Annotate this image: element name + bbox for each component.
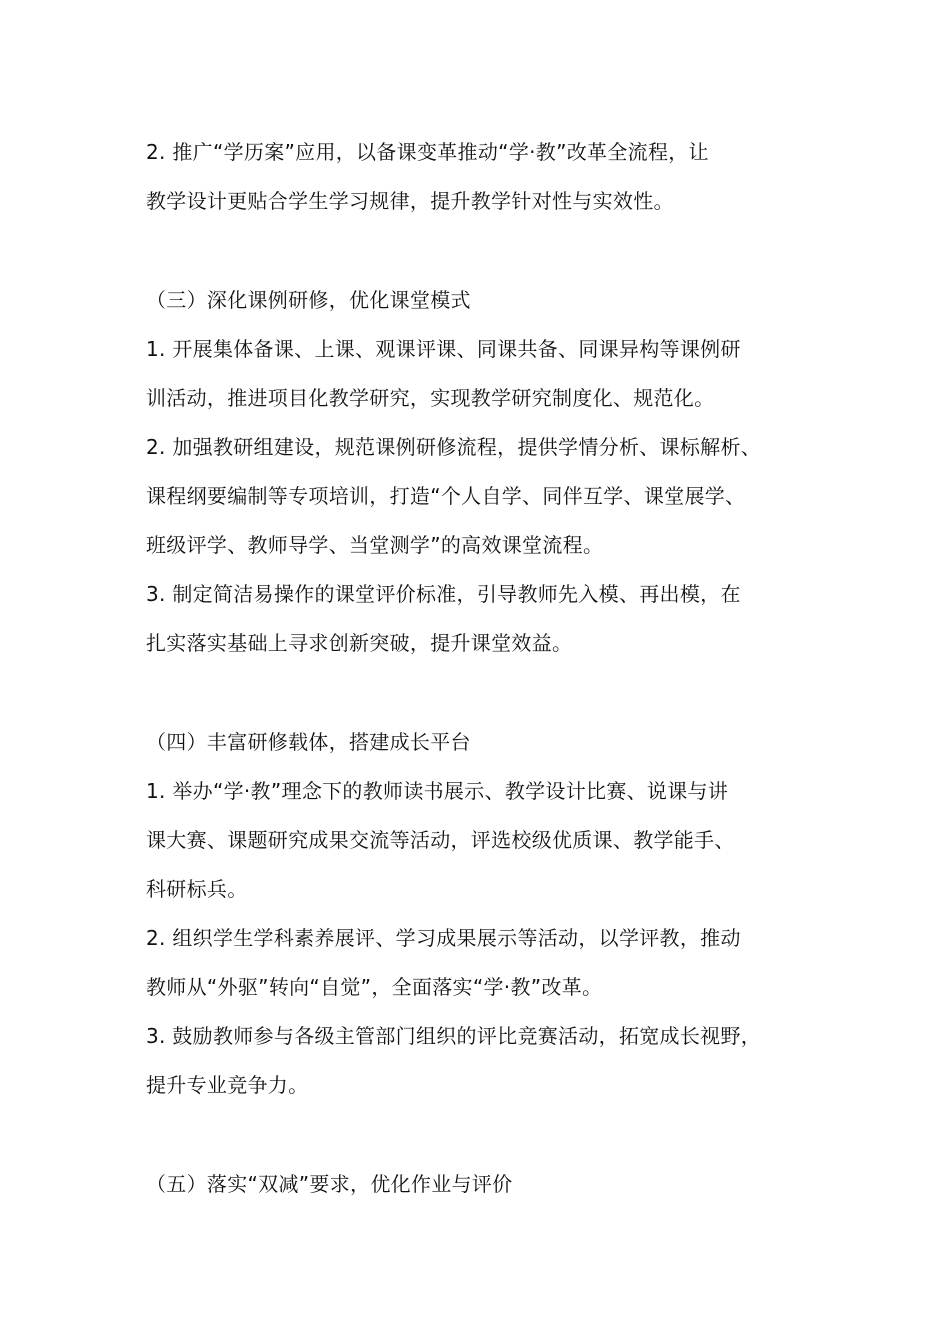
list-item [146, 767, 836, 914]
section-spacer [146, 668, 836, 718]
paragraph-line: 2. 加强教研组建设，规范课例研修流程，提供学情分析、课标解析、 [146, 435, 762, 459]
list-item [146, 914, 836, 1012]
list-item [146, 128, 836, 226]
section-heading: （五）落实“双减”要求，优化作业与评价 [146, 1172, 513, 1196]
paragraph-line: 2. 推广“学历案”应用，以备课变革推动“学·教”改革全流程，让 [146, 140, 709, 164]
paragraph-line: 课程纲要编制等专项培训，打造“个人自学、同伴互学、课堂展学、 [146, 484, 746, 508]
paragraph-line: 科研标兵。 [146, 877, 248, 901]
paragraph-line: 1. 开展集体备课、上课、观课评课、同课共备、同课异构等课例研 [146, 337, 741, 361]
section-heading: （三）深化课例研修，优化课堂模式 [146, 288, 471, 312]
paragraph-line: 提升专业竞争力。 [146, 1073, 309, 1097]
paragraph-line: 3. 鼓励教师参与各级主管部门组织的评比竞赛活动，拓宽成长视野， [146, 1024, 762, 1048]
paragraph-line: 课大赛、课题研究成果交流等活动，评选校级优质课、教学能手、 [146, 828, 735, 852]
section-spacer [146, 226, 836, 276]
section-spacer [146, 1110, 836, 1160]
document-body [146, 128, 836, 1209]
paragraph-line: 教师从“外驱”转向“自觉”，全面落实“学·教”改革。 [146, 975, 603, 999]
paragraph-line: 教学设计更贴合学生学习规律，提升教学针对性与实效性。 [146, 189, 674, 213]
paragraph-line: 训活动，推进项目化教学研究，实现教学研究制度化、规范化。 [146, 386, 715, 410]
paragraph-line: 2. 组织学生学科素养展评、学习成果展示等活动，以学评教，推动 [146, 926, 741, 950]
paragraph-line: 1. 举办“学·教”理念下的教师读书展示、教学设计比赛、说课与讲 [146, 779, 729, 803]
list-item [146, 423, 836, 570]
paragraph-line: 扎实落实基础上寻求创新突破，提升课堂效益。 [146, 631, 573, 655]
section-heading: （四）丰富研修载体，搭建成长平台 [146, 730, 471, 754]
paragraph-line: 3. 制定简洁易操作的课堂评价标准，引导教师先入模、再出模，在 [146, 582, 741, 606]
paragraph-line: 班级评学、教师导学、当堂测学”的高效课堂流程。 [146, 533, 604, 557]
list-item [146, 1012, 836, 1110]
list-item [146, 325, 836, 423]
list-item [146, 570, 836, 668]
